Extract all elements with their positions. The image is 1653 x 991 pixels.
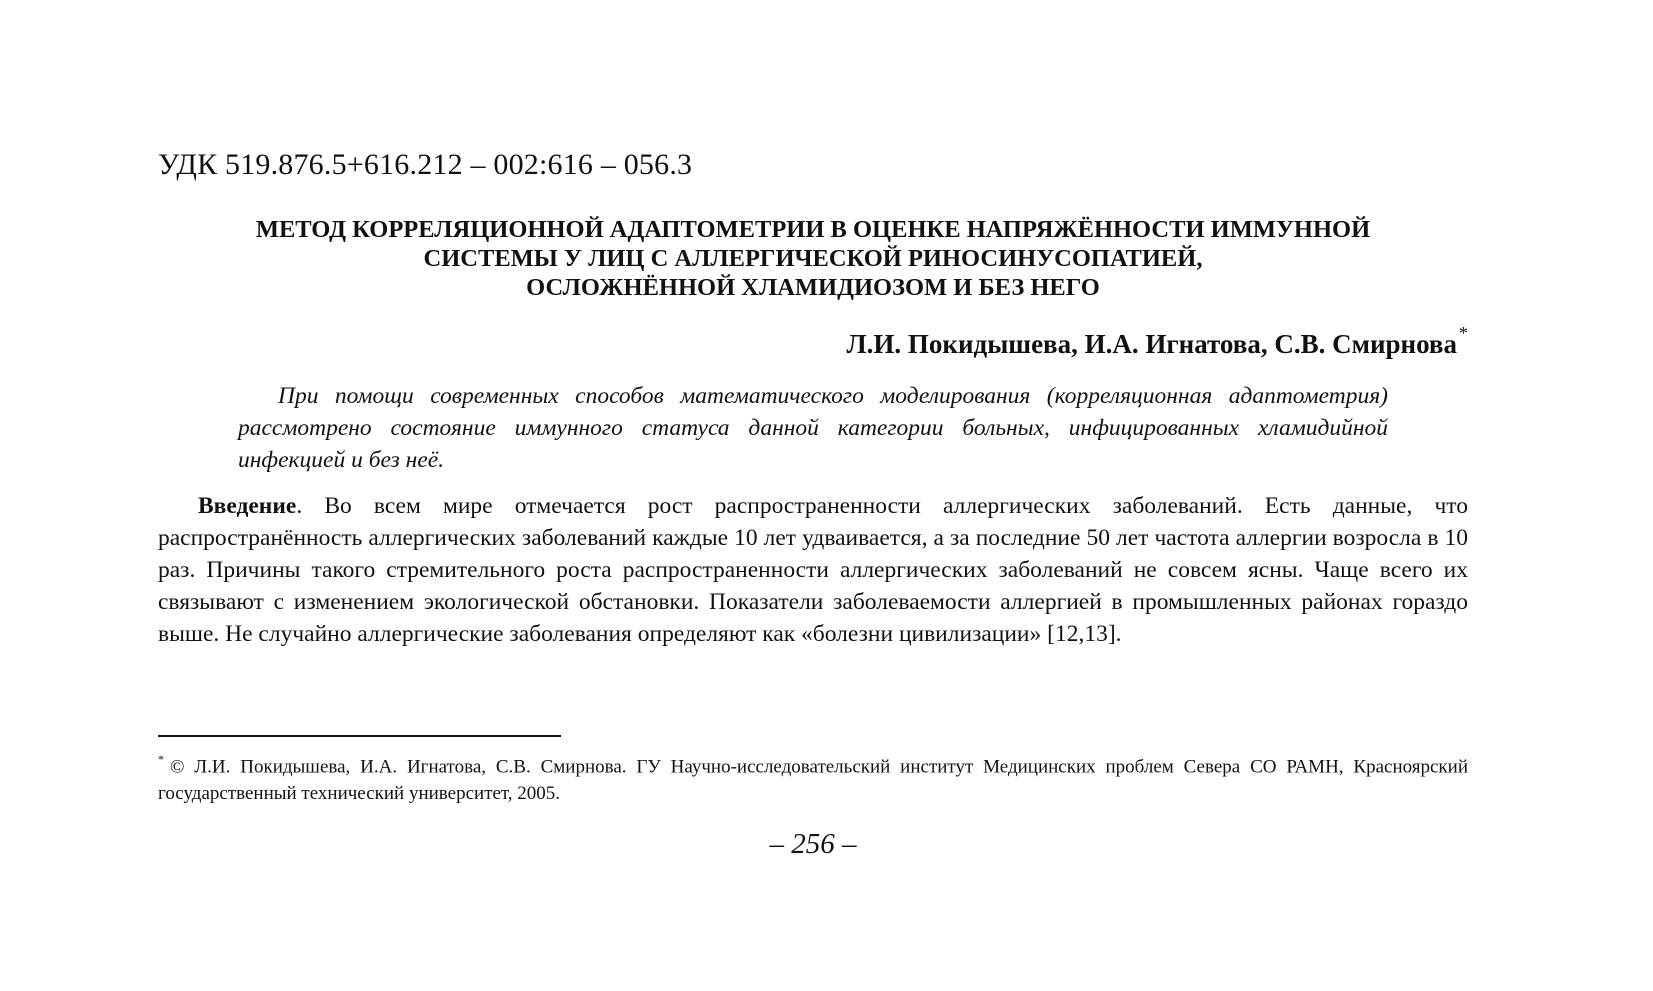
authors-footnote-marker: * (1459, 323, 1468, 343)
authors-names: Л.И. Покидышева, И.А. Игнатова, С.В. Смирнова (846, 329, 1457, 359)
authors-line (846, 323, 1468, 360)
footnote-separator (158, 735, 561, 737)
title-line-3: ОСЛОЖНЁННОЙ ХЛАМИДИОЗОМ И БЕЗ НЕГО (526, 274, 1100, 301)
page-number: – 256 – (769, 828, 857, 860)
footnote-text: © Л.И. Покидышева, И.А. Игнатова, С.В. Смирнова. ГУ Научно-исследовательский институт Медицинских проблем Севера СО РАМН, Красноярский государственный технический университет, 2005. (158, 756, 1468, 805)
abstract: При помощи современных способов математического моделирования (корреляционная адаптометрия) рассмотрено состояние иммунного статуса данной категории больных, инфицированных хламидийной инфекцией и без неё. (238, 383, 1388, 473)
title-line-2: СИСТЕМЫ У ЛИЦ С АЛЛЕРГИЧЕСКОЙ РИНОСИНУСОПАТИЕЙ, (423, 245, 1203, 272)
footnote (158, 748, 1468, 807)
footnote-marker: * (158, 752, 164, 766)
article-title (158, 215, 1468, 302)
introduction-heading: Введение (198, 493, 297, 519)
introduction-text: . Во всем мире отмечается рост распространенности аллергических заболеваний. Есть данные, что распространённость аллергических заболеваний каждые 10 лет удваивается, а за последние 50 лет частота аллергии возросла в 10 раз. Причины такого стремительного роста распространенности аллергических заболеваний не совсем ясны. Чаще всего их связывают с изменением экологической обстановки. Показатели заболеваемости аллергией в промышленных районах гораздо выше. Не случайно аллергические заболевания определяют как «болезни цивилизации» [12,13]. (158, 493, 1468, 647)
title-line-1: МЕТОД КОРРЕЛЯЦИОННОЙ АДАПТОМЕТРИИ В ОЦЕНКЕ НАПРЯЖЁННОСТИ ИММУННОЙ (255, 216, 1371, 243)
introduction-paragraph (158, 490, 1468, 650)
udk-code: УДК 519.876.5+616.212 – 002:616 – 056.3 (158, 148, 693, 181)
